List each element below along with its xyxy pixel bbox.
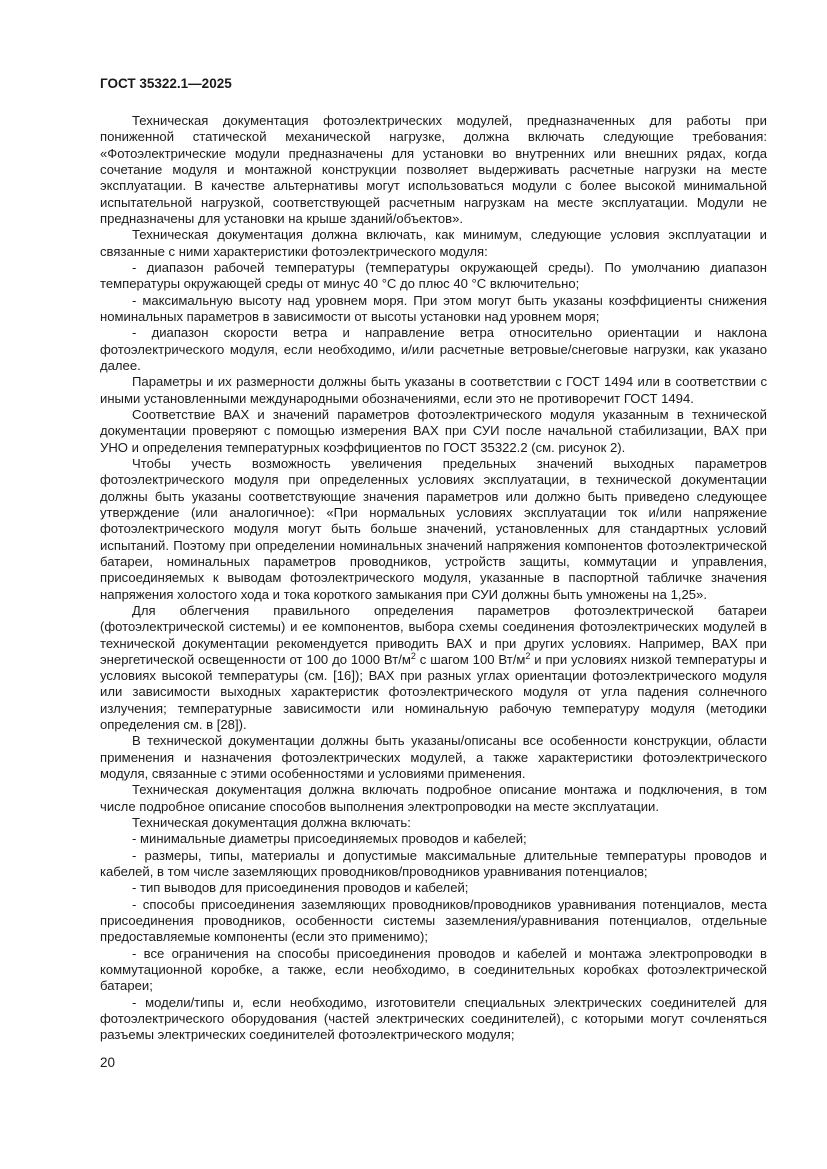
paragraph: В технической документации должны быть указаны/описаны все особенности конструкции, области применения и назначения фотоэлектрических модулей, а также характеристики фотоэлектрического модуля, связанные с этими особенностями и условиями применения. <box>100 733 767 782</box>
list-item: - диапазон скорости ветра и направление ветра относительно ориентации и наклона фотоэлектрического модуля, если необходимо, и/или расчетные ветровые/снеговые нагрузки, как указано далее. <box>100 325 767 373</box>
text-run: и при условиях низкой температуры и условиях высокой температуры (см. [16]); ВАХ при разных углах ориентации фотоэлектрического модуля или зависимости выходных характеристик фотоэлектрического модуля от угла падения солнечного излучения; температурные зависимости или номинальную рабочую температуру модуля (методики определения см. в [28]). <box>100 651 767 733</box>
paragraph: Параметры и их размерности должны быть указаны в соответствии с ГОСТ 1494 или в соответствии с иными установленными международными обозначениями, если это не противоречит ГОСТ 1494. <box>100 374 767 406</box>
paragraph: Техническая документация должна включать, как минимум, следующие условия эксплуатации и связанные с ними характеристики фотоэлектрического модуля: <box>100 227 767 259</box>
paragraph <box>100 603 767 734</box>
paragraph: Техническая документация должна включать подробное описание монтажа и подключения, в том числе подробное описание способов выполнения электропроводки на месте эксплуатации. <box>100 782 767 814</box>
paragraph: Чтобы учесть возможность увеличения предельных значений выходных параметров фотоэлектрического модуля при определенных условиях эксплуатации, в технической документации должны быть указаны соответствующие значения параметров или должно быть приведено следующее утверждение (или аналогичное): «При нормальных условиях эксплуатации ток и/или напряжение фотоэлектрического модуля могут быть больше значений, установленных для стандартных условий испытаний. Поэтому при определении номинальных значений напряжения компонентов фотоэлектрической батареи, номинальных параметров проводников, устройств защиты, коммутации и управления, присоединяемых к выводам фотоэлектрического модуля, указанные в паспортной табличке значения напряжения холостого хода и тока короткого замыкания при СУИ должны быть умножены на 1,25». <box>100 455 767 602</box>
superscript: 2 <box>525 650 531 661</box>
paragraph: Техническая документация фотоэлектрических модулей, предназначенных для работы при пониженной статической механической нагрузке, должна включать следующие требования: «Фотоэлектрические модули предназначены для установки во внутренних или внешних рядах, когда сочетание модуля и монтажной конструкции позволяет выдерживать расчетные нагрузки на месте эксплуатации. В качестве альтернативы могут использоваться модули с более высокой минимальной испытательной нагрузкой, соответствующей расчетным нагрузкам на месте эксплуатации. Модули не предназначены для установки на крыше зданий/объектов». <box>100 113 767 226</box>
list-item: - все ограничения на способы присоединения проводов и кабелей и монтажа электропроводки в коммутационной коробке, а также, если необходимо, в соединительных коробках фотоэлектрической батареи; <box>100 945 767 994</box>
text-run: с шагом 100 Вт/м <box>415 651 526 667</box>
superscript: 2 <box>410 650 416 661</box>
page-number: 20 <box>100 1055 116 1070</box>
list-item: - минимальные диаметры присоединяемых проводов и кабелей; <box>132 831 527 847</box>
text-run: Для облегчения правильного определения параметров фотоэлектрической батареи (фотоэлектрической системы) и ее компонентов, выбора схемы соединения фотоэлектрических модулей в технической документации рекомендуется приводить ВАХ и при других условиях. Например, ВАХ при энергетической освещенности от 100 до 1000 Вт/м <box>100 602 767 667</box>
list-item: - способы присоединения заземляющих проводников/проводников уравнивания потенциалов, места присоединения проводников, особенности системы заземления/уравнивания потенциалов, отдельные предоставляемые компоненты (если это применимо); <box>100 896 767 945</box>
list-item: - тип выводов для присоединения проводов и кабелей; <box>132 880 469 896</box>
list-item: - диапазон рабочей температуры (температуры окружающей среды). По умолчанию диапазон температуры окружающей среды от минус 40 °С до плюс 40 °С включительно; <box>100 259 767 292</box>
document-header: ГОСТ 35322.1—2025 <box>100 76 232 91</box>
list-item: - размеры, типы, материалы и допустимые максимальные длительные температуры проводов и кабелей, в том числе заземляющих проводников/проводников уравнивания потенциалов; <box>100 847 767 880</box>
body-text <box>100 113 767 1044</box>
paragraph: Техническая документация должна включать: <box>132 815 411 831</box>
paragraph: Соответствие ВАХ и значений параметров фотоэлектрического модуля указанным в технической документации проверяют с помощью измерения ВАХ при СУИ после начальной стабилизации, ВАХ при УНО и определения температурных коэффициентов по ГОСТ 35322.2 (см. рисунок 2). <box>100 406 767 455</box>
list-item: - максимальную высоту над уровнем моря. При этом могут быть указаны коэффициенты снижения номинальных параметров в зависимости от высоты установки над уровнем моря; <box>100 292 767 324</box>
list-item: - модели/типы и, если необходимо, изготовители специальных электрических соединителей для фотоэлектрического оборудования (частей электрических соединителей), с которыми могут сочленяться разъемы электрических соединителей фотоэлектрического модуля; <box>100 994 767 1043</box>
